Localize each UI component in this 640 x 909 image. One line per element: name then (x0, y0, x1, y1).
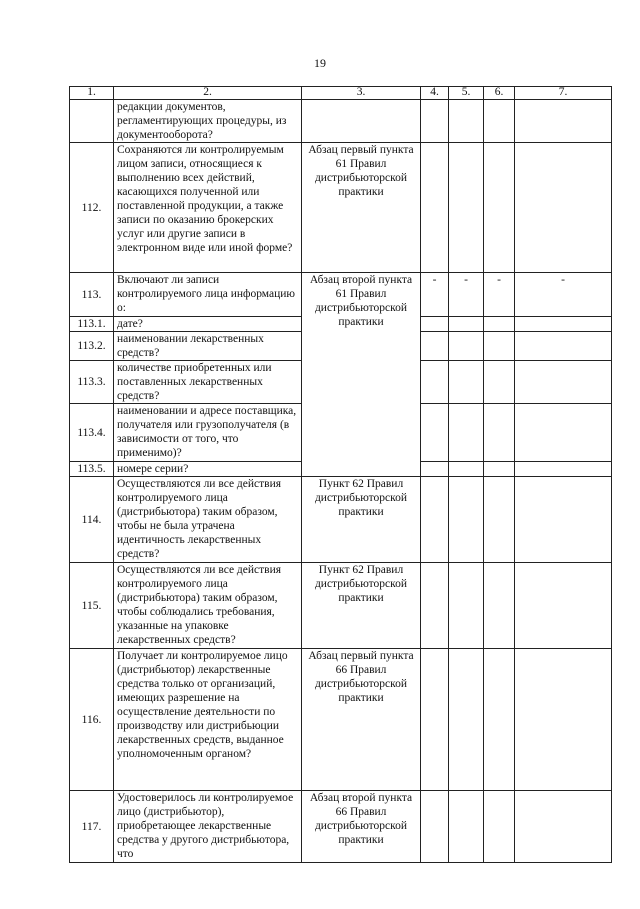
cell-col-4 (421, 649, 449, 791)
cell-col-7 (515, 462, 612, 477)
table-row-116 (70, 649, 612, 791)
header-col-3: 3. (302, 87, 421, 100)
cell-col-4 (421, 143, 449, 273)
row-number (70, 100, 114, 143)
table-row-112 (70, 143, 612, 273)
row-reference (302, 100, 421, 143)
cell-col-4 (421, 791, 449, 863)
cell-col-5 (449, 649, 484, 791)
cell-col-7 (515, 477, 612, 563)
row-number: 113.5. (70, 462, 114, 477)
row-question: Получает ли контролируемое лицо (дистрибьютор) лекарственные средства только от организаций, имеющих разрешение на осуществление деятельности по производству или дистрибьюции лекарственных средств, выданное уполномоченным органом? (114, 649, 302, 791)
checklist-table (69, 86, 612, 863)
header-row (70, 87, 612, 100)
cell-col-7 (515, 563, 612, 649)
page-number: 19 (314, 56, 326, 70)
table-row-117 (70, 791, 612, 863)
cell-col-7 (515, 143, 612, 273)
row-question: Удостоверилось ли контролируемое лицо (дистрибьютор), приобретающее лекарственные средства у другого дистрибьютора, что (114, 791, 302, 863)
row-number: 113.4. (70, 404, 114, 462)
cell-col-5 (449, 563, 484, 649)
row-question: количестве приобретенных или поставленных лекарственных средств? (114, 361, 302, 404)
cell-col-4: - (421, 273, 449, 317)
row-question: редакции документов, регламентирующих процедуры, из документооборота? (114, 100, 302, 143)
row-question: Включают ли записи контролируемого лица информацию о: (114, 273, 302, 317)
cell-col-4 (421, 332, 449, 361)
row-number: 113.2. (70, 332, 114, 361)
cell-col-5 (449, 143, 484, 273)
header-col-6: 6. (484, 87, 515, 100)
cell-col-5: - (449, 273, 484, 317)
cell-col-4 (421, 361, 449, 404)
cell-col-6: - (484, 273, 515, 317)
cell-col-6 (484, 361, 515, 404)
cell-col-7 (515, 317, 612, 332)
row-number: 113.1. (70, 317, 114, 332)
cell-col-5 (449, 462, 484, 477)
row-reference: Пункт 62 Правил дистрибьюторской практики (302, 563, 421, 649)
cell-col-6 (484, 462, 515, 477)
cell-col-7 (515, 332, 612, 361)
cell-col-5 (449, 791, 484, 863)
cell-col-4 (421, 462, 449, 477)
cell-col-5 (449, 477, 484, 563)
row-reference: Абзац первый пункта 61 Правил дистрибьюторской практики (302, 143, 421, 273)
table-row-114 (70, 477, 612, 563)
cell-col-4 (421, 404, 449, 462)
cell-col-7 (515, 361, 612, 404)
cell-col-6 (484, 100, 515, 143)
header-col-7: 7. (515, 87, 612, 100)
row-question: Сохраняются ли контролируемым лицом записи, относящиеся к выполнению всех действий, касающихся полученной или поставленной продукции, а также записи по оказанию брокерских услуг или другие записи в электронном виде или иной форме? (114, 143, 302, 273)
cell-col-6 (484, 649, 515, 791)
cell-col-5 (449, 404, 484, 462)
table-row-113 (70, 273, 612, 317)
row-question: наименовании и адресе поставщика, получателя или грузополучателя (в зависимости от того, что применимо)? (114, 404, 302, 462)
cell-col-7: - (515, 273, 612, 317)
cell-col-7 (515, 100, 612, 143)
row-reference: Абзац второй пункта 61 Правил дистрибьюторской практики (302, 273, 421, 477)
cell-col-6 (484, 791, 515, 863)
row-question: Осуществляются ли все действия контролируемого лица (дистрибьютора) таким образом, чтобы соблюдались требования, указанные на упаковке лекарственных средств? (114, 563, 302, 649)
header-col-4: 4. (421, 87, 449, 100)
table-row-115 (70, 563, 612, 649)
cell-col-4 (421, 100, 449, 143)
cell-col-6 (484, 563, 515, 649)
row-question: дате? (114, 317, 302, 332)
cell-col-7 (515, 649, 612, 791)
row-number: 113. (70, 273, 114, 317)
cell-col-5 (449, 361, 484, 404)
row-reference: Пункт 62 Правил дистрибьюторской практики (302, 477, 421, 563)
row-number: 116. (70, 649, 114, 791)
cell-col-6 (484, 404, 515, 462)
cell-col-6 (484, 317, 515, 332)
cell-col-4 (421, 317, 449, 332)
row-question: наименовании лекарственных средств? (114, 332, 302, 361)
cell-col-5 (449, 100, 484, 143)
cell-col-5 (449, 332, 484, 361)
cell-col-5 (449, 317, 484, 332)
cell-col-6 (484, 332, 515, 361)
cell-col-4 (421, 563, 449, 649)
cell-col-6 (484, 143, 515, 273)
row-reference: Абзац первый пункта 66 Правил дистрибьюторской практики (302, 649, 421, 791)
row-number: 113.3. (70, 361, 114, 404)
cell-col-7 (515, 404, 612, 462)
header-col-5: 5. (449, 87, 484, 100)
row-number: 114. (70, 477, 114, 563)
row-question: Осуществляются ли все действия контролируемого лица (дистрибьютора) таким образом, чтобы не была утрачена идентичность лекарственных средств? (114, 477, 302, 563)
header-col-1: 1. (70, 87, 114, 100)
row-number: 115. (70, 563, 114, 649)
row-question: номере серии? (114, 462, 302, 477)
row-number: 112. (70, 143, 114, 273)
header-col-2: 2. (114, 87, 302, 100)
cell-col-4 (421, 477, 449, 563)
table-row-continuation (70, 100, 612, 143)
cell-col-7 (515, 791, 612, 863)
row-reference: Абзац второй пункта 66 Правил дистрибьюторской практики (302, 791, 421, 863)
cell-col-6 (484, 477, 515, 563)
row-number: 117. (70, 791, 114, 863)
